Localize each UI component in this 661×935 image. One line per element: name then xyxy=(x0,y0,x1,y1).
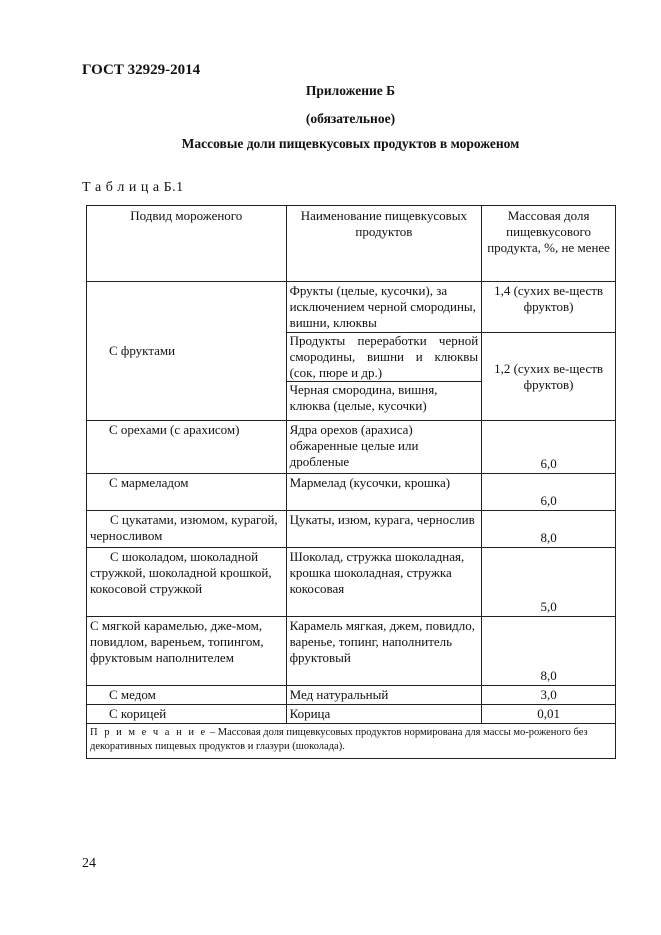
product-cell: Ядра орехов (арахиса) обжаренные целые или дробленые xyxy=(286,421,482,474)
product-cell: Мармелад (кусочки, крошка) xyxy=(286,474,482,511)
note-text: – Массовая доля пищевкусовых продуктов нормирована для массы мо-роженого без декоративных пищевых продуктов и глазури (шоколада). xyxy=(90,727,588,752)
column-header-subtype: Подвид мороженого xyxy=(87,206,287,282)
appendix-title: Приложение Б xyxy=(305,83,396,98)
subtype-cell: С мягкой карамелью, дже-мом, повидлом, вареньем, топингом, фруктовым наполнителем xyxy=(87,617,287,686)
table-label: Т а б л и ц а Б.1 xyxy=(82,180,184,195)
table-row xyxy=(87,474,616,511)
table-row xyxy=(87,282,616,333)
subtype-cell: С орехами (с арахисом) xyxy=(87,421,287,474)
product-subcell: Черная смородина, вишня, клюква (целые, кусочки) xyxy=(287,381,482,414)
subtype-cell: С медом xyxy=(87,686,287,705)
value-cell: 6,0 xyxy=(482,421,616,474)
table-row xyxy=(87,421,616,474)
value-cell: 8,0 xyxy=(482,617,616,686)
value-cell: 1,4 (сухих ве-ществ фруктов) xyxy=(482,282,616,333)
product-cell: Корица xyxy=(286,705,482,724)
product-cell: Карамель мягкая, джем, повидло, варенье, топинг, наполнитель фруктовый xyxy=(286,617,482,686)
value-cell: 3,0 xyxy=(482,686,616,705)
column-header-products: Наименование пищевкусовых продуктов xyxy=(286,206,482,282)
product-subcell: Продукты переработки черной смородины, вишни и клюквы (сок, пюре и др.) xyxy=(289,333,479,380)
value-cell: 0,01 xyxy=(482,705,616,724)
note-label: П р и м е ч а н и е xyxy=(90,727,208,738)
product-cell: Мед натуральный xyxy=(286,686,482,705)
product-cell xyxy=(286,333,482,421)
table-row xyxy=(87,705,616,724)
subtype-cell: С мармеладом xyxy=(87,474,287,511)
ingredients-table xyxy=(86,205,616,759)
product-cell: Цукаты, изюм, курага, чернослив xyxy=(286,511,482,548)
subtype-cell: С корицей xyxy=(87,705,287,724)
table-note xyxy=(87,724,616,759)
product-cell: Фрукты (целые, кусочки), за исключением черной смородины, вишни, клюквы xyxy=(286,282,482,333)
value-cell: 8,0 xyxy=(482,511,616,548)
table-note-row xyxy=(87,724,616,759)
page-number: 24 xyxy=(82,856,96,871)
table-header-row xyxy=(87,206,616,282)
table-row xyxy=(87,548,616,617)
value-cell: 6,0 xyxy=(482,474,616,511)
table-row xyxy=(87,511,616,548)
subtype-cell: С шоколадом, шоколадной стружкой, шоколадной крошкой, кокосовой стружкой xyxy=(87,548,287,617)
value-cell: 1,2 (сухих ве-ществ фруктов) xyxy=(482,333,616,421)
value-cell: 5,0 xyxy=(482,548,616,617)
column-header-share: Массовая доля пищевкусового продукта, %, не менее xyxy=(482,206,616,282)
table-row xyxy=(87,617,616,686)
appendix-heading: Массовые доли пищевкусовых продуктов в мороженом xyxy=(181,136,520,151)
standard-code: ГОСТ 32929-2014 xyxy=(82,62,201,78)
subtype-cell: С фруктами xyxy=(87,282,287,421)
table-row xyxy=(87,686,616,705)
subtype-cell: С цукатами, изюмом, курагой, черносливом xyxy=(87,511,287,548)
product-cell: Шоколад, стружка шоколадная, крошка шоколадная, стружка кокосовая xyxy=(286,548,482,617)
appendix-status: (обязательное) xyxy=(305,111,396,126)
